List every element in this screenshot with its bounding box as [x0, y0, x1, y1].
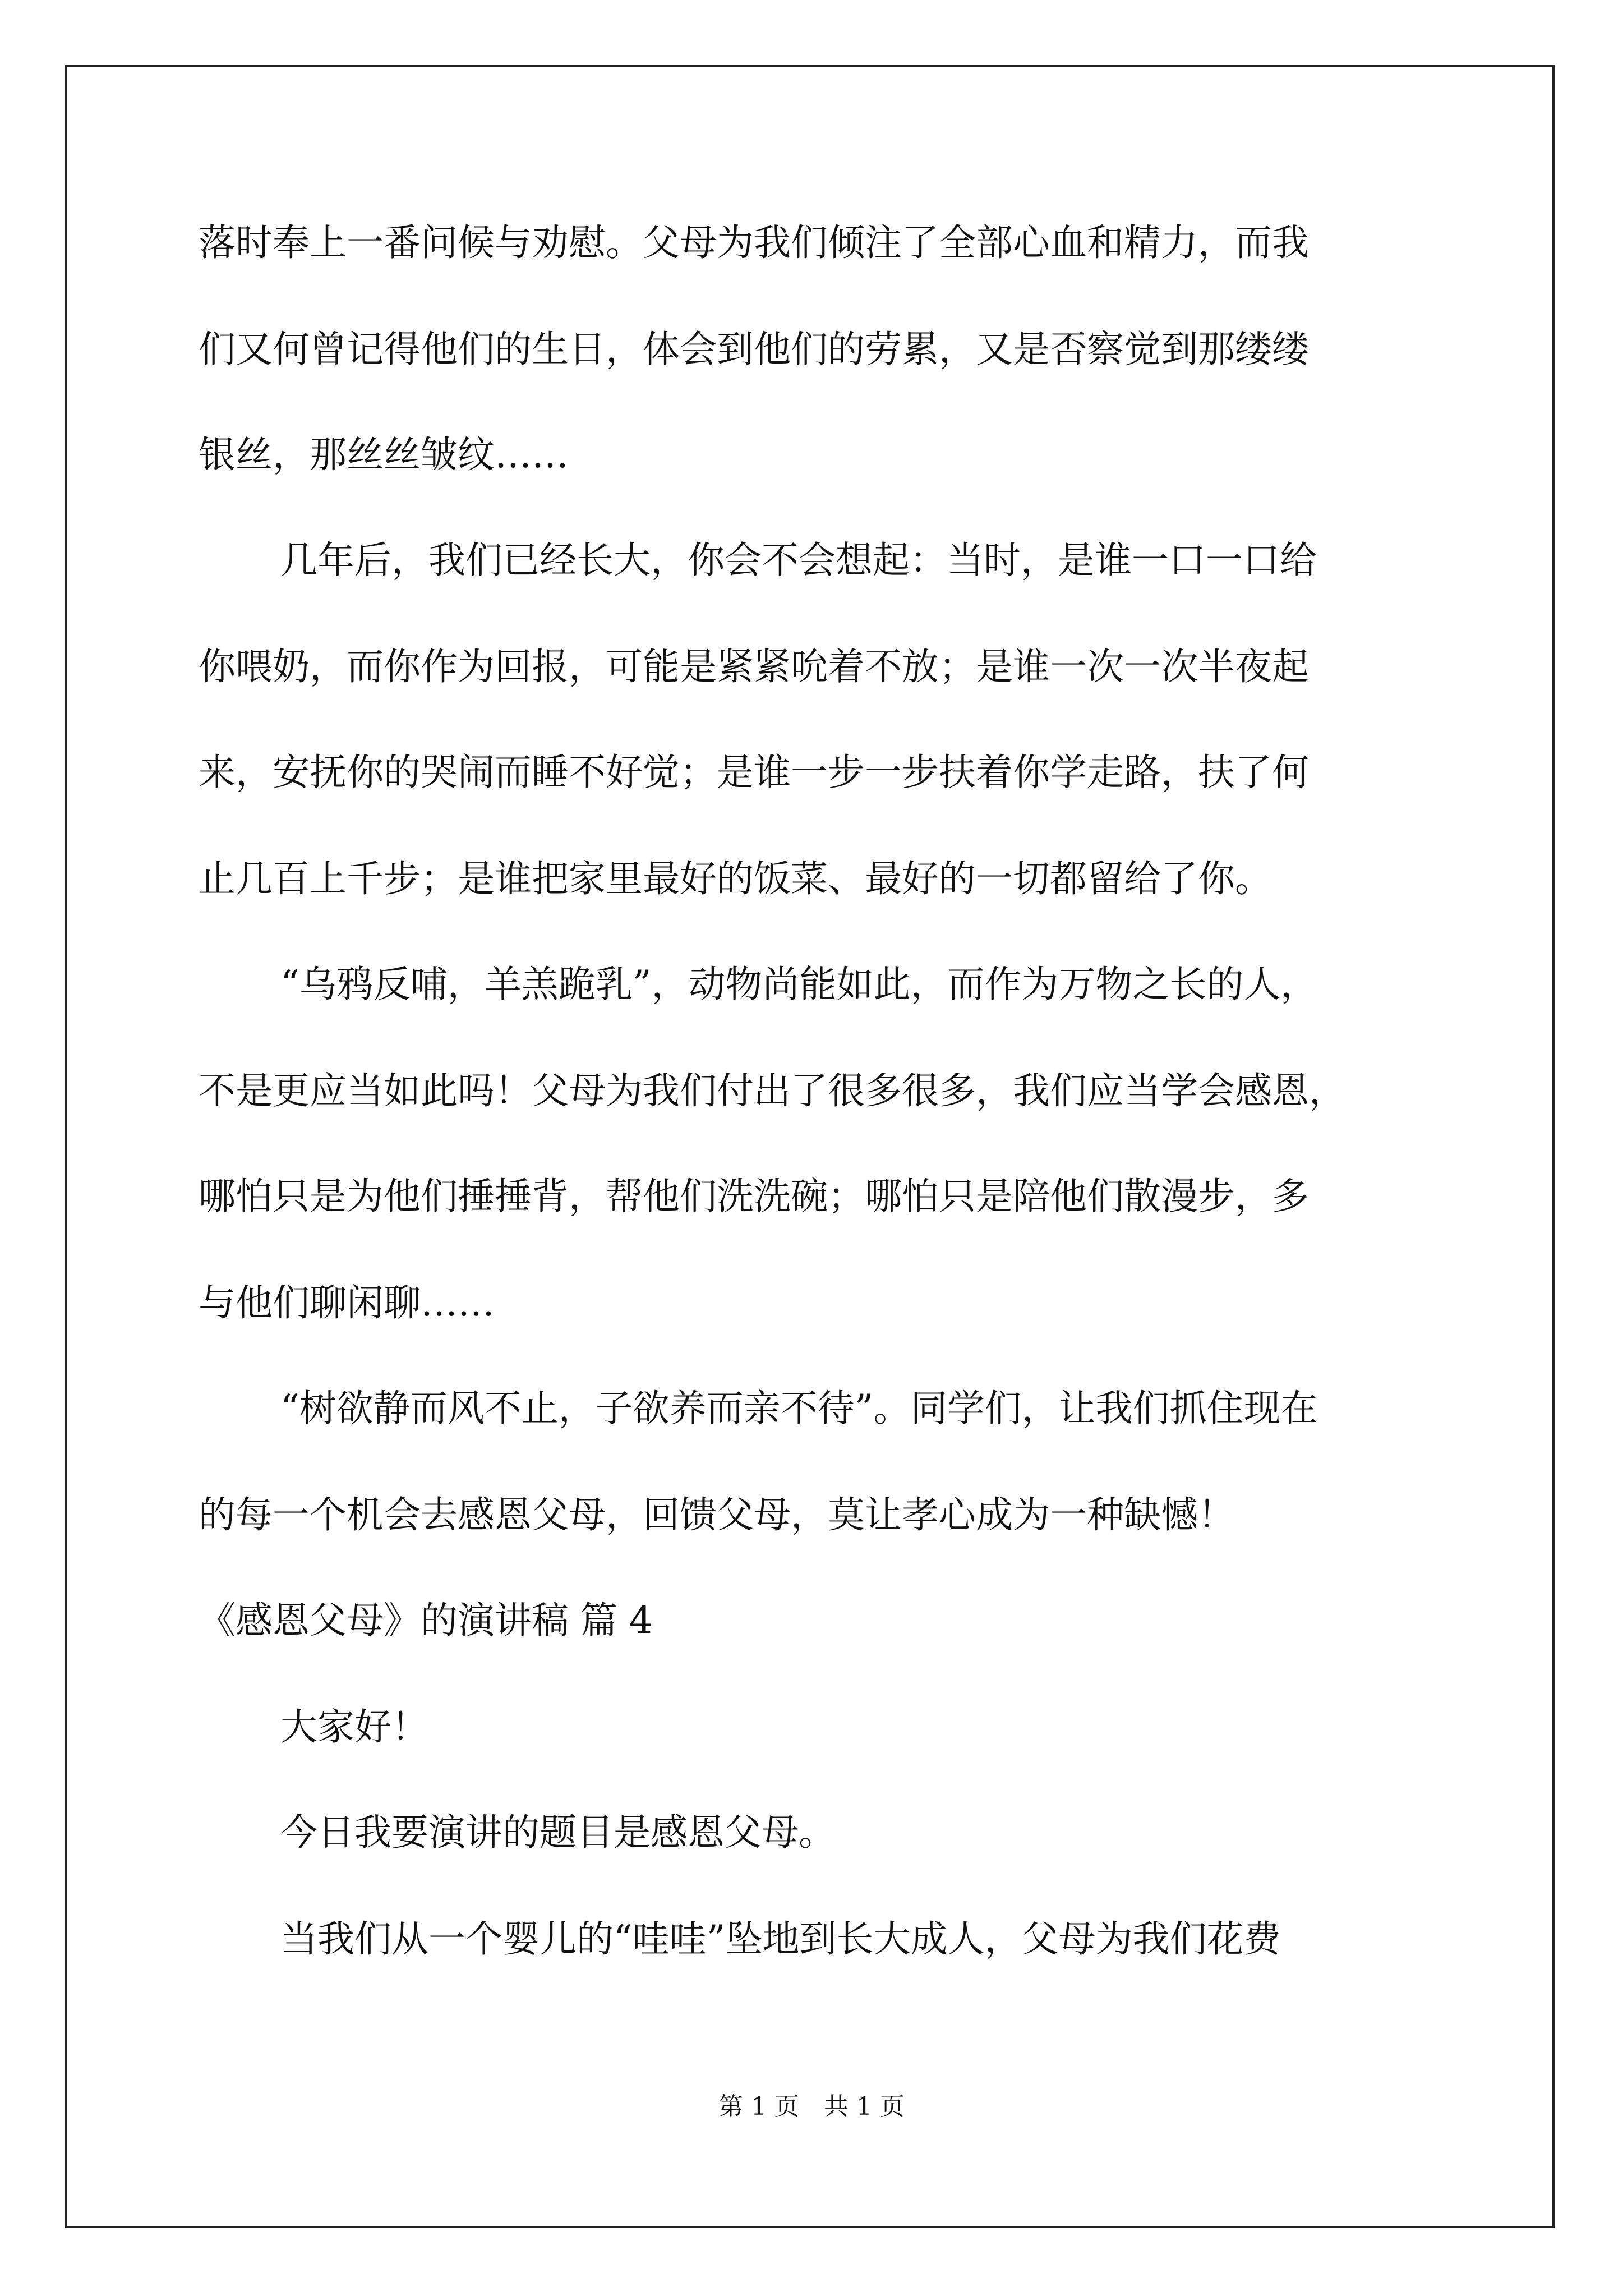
greeting-line: 大家好！ [280, 1705, 428, 1749]
text-line: 与他们聊闲聊…… [199, 1281, 495, 1324]
text-line: 不是更应当如此吗！父母为我们付出了很多很多，我们应当学会感恩， [199, 1069, 1346, 1112]
paragraph-first-line: “树欲静而风不止，子欲养而亲不待”。同学们，让我们抓住现在 [280, 1387, 1318, 1430]
page-border [65, 65, 1555, 2228]
paragraph-first-line: 今日我要演讲的题目是感恩父母。 [280, 1811, 836, 1854]
text-line: 你喂奶，而你作为回报，可能是紧紧吮着不放；是谁一次一次半夜起 [199, 645, 1309, 688]
page-footer: 第 1 页 共 1 页 [718, 2092, 905, 2121]
text-line: 银丝，那丝丝皱纹…… [199, 433, 569, 476]
section-heading: 《感恩父母》的演讲稿 篇 4 [199, 1599, 653, 1642]
text-line: 的每一个机会去感恩父母，回馈父母，莫让孝心成为一种缺憾！ [199, 1493, 1235, 1536]
text-line: 止几百上千步；是谁把家里最好的饭菜、最好的一切都留给了你。 [199, 857, 1272, 900]
text-line: 们又何曾记得他们的生日，体会到他们的劳累，又是否察觉到那缕缕 [199, 328, 1309, 371]
text-line: 落时奉上一番问候与劝慰。父母为我们倾注了全部心血和精力，而我 [199, 221, 1309, 264]
text-line: 来，安抚你的哭闹而睡不好觉；是谁一步一步扶着你学走路，扶了何 [199, 751, 1309, 794]
paragraph-first-line: 当我们从一个婴儿的“哇哇”坠地到长大成人，父母为我们花费 [280, 1917, 1281, 1961]
paragraph-first-line: 几年后，我们已经长大，你会不会想起：当时，是谁一口一口给 [280, 539, 1317, 582]
paragraph-first-line: “乌鸦反哺，羊羔跪乳”，动物尚能如此，而作为万物之长的人， [280, 963, 1318, 1006]
text-line: 哪怕只是为他们捶捶背，帮他们洗洗碗；哪怕只是陪他们散漫步，多 [199, 1175, 1309, 1218]
